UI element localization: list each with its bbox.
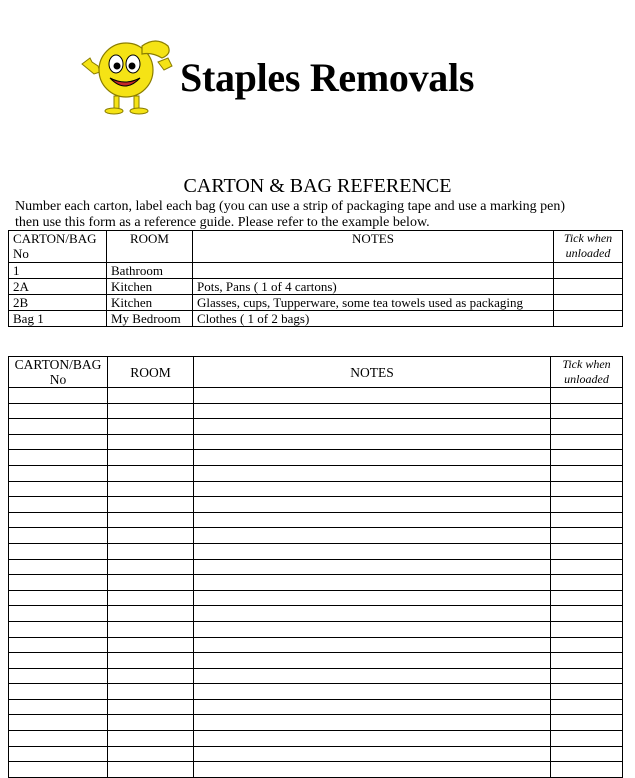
table-row [9, 590, 623, 606]
cell-tick[interactable] [551, 699, 623, 715]
cell-notes[interactable] [194, 559, 551, 575]
table-row [9, 653, 623, 669]
cell-carton[interactable] [9, 388, 108, 404]
cell-room[interactable] [108, 762, 194, 778]
cell-tick[interactable] [551, 637, 623, 653]
cell-notes[interactable] [194, 731, 551, 747]
cell-carton[interactable] [9, 731, 108, 747]
cell-carton[interactable] [9, 434, 108, 450]
table-row [9, 419, 623, 435]
cell-carton: 1 [9, 263, 107, 279]
cell-room: My Bedroom [107, 311, 193, 327]
table-row [9, 295, 623, 311]
cell-carton[interactable] [9, 637, 108, 653]
example-header-row [9, 231, 623, 263]
cell-carton[interactable] [9, 762, 108, 778]
cell-notes[interactable] [194, 606, 551, 622]
cell-room[interactable] [108, 684, 194, 700]
header-tick-line1: Tick when [562, 357, 611, 371]
table-row [9, 497, 623, 513]
cell-notes[interactable] [194, 762, 551, 778]
cell-tick[interactable] [551, 512, 623, 528]
header-tick-line2: unloaded [564, 372, 609, 386]
cell-room[interactable] [108, 653, 194, 669]
cell-room[interactable] [108, 465, 194, 481]
cell-room[interactable] [108, 637, 194, 653]
table-row [9, 668, 623, 684]
cell-notes[interactable] [194, 637, 551, 653]
header-carton-line1: CARTON/BAG [13, 231, 97, 246]
table-row [9, 621, 623, 637]
cell-notes[interactable] [194, 715, 551, 731]
cell-tick[interactable] [551, 465, 623, 481]
table-row [9, 279, 623, 295]
header-carton-line2: No [13, 246, 29, 261]
header-carton [9, 357, 108, 388]
cell-room[interactable] [108, 575, 194, 591]
cell-carton[interactable] [9, 575, 108, 591]
page-title: CARTON & BAG REFERENCE [183, 175, 452, 197]
cell-tick[interactable] [551, 450, 623, 466]
cell-tick[interactable] [554, 263, 623, 279]
cell-carton[interactable] [9, 481, 108, 497]
table-row [9, 715, 623, 731]
cell-tick[interactable] [554, 295, 623, 311]
cell-room[interactable] [108, 403, 194, 419]
cell-room[interactable] [108, 606, 194, 622]
table-row [9, 434, 623, 450]
instructions-line-2: then use this form as a reference guide. Please refer to the example below. [15, 214, 430, 230]
table-row [9, 606, 623, 622]
table-row [9, 731, 623, 747]
header-carton-line1: CARTON/BAG [14, 357, 102, 372]
cell-notes[interactable] [194, 465, 551, 481]
cell-room[interactable] [108, 543, 194, 559]
cell-notes[interactable] [194, 512, 551, 528]
cell-notes[interactable] [194, 497, 551, 513]
cell-tick[interactable] [551, 684, 623, 700]
cell-carton[interactable] [9, 512, 108, 528]
cell-carton[interactable] [9, 450, 108, 466]
smiley-mascot-logo [76, 36, 180, 116]
cell-notes[interactable] [194, 419, 551, 435]
cell-room[interactable] [108, 668, 194, 684]
table-row [9, 699, 623, 715]
cell-carton[interactable] [9, 497, 108, 513]
cell-room[interactable] [108, 481, 194, 497]
cell-notes: Clothes ( 1 of 2 bags) [193, 311, 554, 327]
cell-notes: Glasses, cups, Tupperware, some tea towels used as packaging [193, 295, 554, 311]
header-room: ROOM [107, 231, 193, 263]
cell-room: Bathroom [107, 263, 193, 279]
instructions [15, 199, 625, 230]
cell-carton: 2A [9, 279, 107, 295]
cell-room[interactable] [108, 497, 194, 513]
cell-carton[interactable] [9, 715, 108, 731]
cell-tick[interactable] [551, 497, 623, 513]
cell-carton[interactable] [9, 699, 108, 715]
blank-header-row [9, 357, 623, 388]
cell-notes[interactable] [194, 668, 551, 684]
cell-carton[interactable] [9, 559, 108, 575]
table-row [9, 559, 623, 575]
cell-tick[interactable] [551, 590, 623, 606]
cell-tick[interactable] [551, 528, 623, 544]
cell-tick[interactable] [551, 731, 623, 747]
table-row [9, 263, 623, 279]
cell-tick[interactable] [551, 419, 623, 435]
cell-carton[interactable] [9, 684, 108, 700]
cell-notes[interactable] [194, 388, 551, 404]
cell-carton[interactable] [9, 543, 108, 559]
brand-name: Staples Removals [180, 55, 475, 100]
cell-carton[interactable] [9, 419, 108, 435]
table-row [9, 311, 623, 327]
blank-reference-table [8, 356, 623, 778]
header-tick [551, 357, 623, 388]
cell-notes[interactable] [194, 575, 551, 591]
cell-room: Kitchen [107, 295, 193, 311]
header-carton-line2: No [49, 372, 67, 387]
cell-notes[interactable] [194, 434, 551, 450]
cell-tick[interactable] [554, 311, 623, 327]
cell-notes[interactable] [194, 528, 551, 544]
table-row [9, 388, 623, 404]
cell-notes[interactable] [194, 403, 551, 419]
cell-tick[interactable] [551, 543, 623, 559]
table-row [9, 637, 623, 653]
cell-room[interactable] [108, 450, 194, 466]
cell-notes[interactable] [194, 621, 551, 637]
cell-notes[interactable] [194, 590, 551, 606]
header-tick-line2: unloaded [565, 246, 611, 260]
cell-tick[interactable] [551, 653, 623, 669]
header-carton [9, 231, 107, 263]
cell-notes[interactable] [194, 450, 551, 466]
cell-notes[interactable] [194, 699, 551, 715]
cell-room[interactable] [108, 528, 194, 544]
table-row [9, 684, 623, 700]
cell-room[interactable] [108, 731, 194, 747]
table-row [9, 403, 623, 419]
cell-notes[interactable] [194, 481, 551, 497]
cell-tick[interactable] [551, 606, 623, 622]
cell-tick[interactable] [551, 715, 623, 731]
cell-room[interactable] [108, 512, 194, 528]
cell-tick[interactable] [551, 762, 623, 778]
table-row [9, 543, 623, 559]
cell-notes[interactable] [194, 653, 551, 669]
table-row [9, 465, 623, 481]
cell-carton[interactable] [9, 465, 108, 481]
cell-tick[interactable] [551, 575, 623, 591]
cell-tick[interactable] [551, 481, 623, 497]
cell-carton[interactable] [9, 621, 108, 637]
cell-tick[interactable] [551, 559, 623, 575]
cell-room[interactable] [108, 559, 194, 575]
cell-carton[interactable] [9, 590, 108, 606]
cell-tick[interactable] [551, 403, 623, 419]
table-row [9, 512, 623, 528]
cell-carton[interactable] [9, 668, 108, 684]
header-tick-line1: Tick when [563, 231, 613, 245]
example-table [8, 230, 623, 327]
cell-notes[interactable] [194, 543, 551, 559]
cell-notes[interactable] [194, 684, 551, 700]
blank-table-body [9, 388, 623, 778]
cell-tick[interactable] [551, 388, 623, 404]
table-row [9, 450, 623, 466]
cell-room: Kitchen [107, 279, 193, 295]
cell-room[interactable] [108, 590, 194, 606]
cell-room[interactable] [108, 621, 194, 637]
cell-carton: Bag 1 [9, 311, 107, 327]
cell-tick[interactable] [551, 434, 623, 450]
cell-room[interactable] [108, 388, 194, 404]
header-room: ROOM [108, 357, 194, 388]
cell-room[interactable] [108, 419, 194, 435]
cell-carton[interactable] [9, 528, 108, 544]
header-notes: NOTES [193, 231, 554, 263]
table-row [9, 528, 623, 544]
cell-tick[interactable] [551, 668, 623, 684]
table-row [9, 481, 623, 497]
cell-room[interactable] [108, 699, 194, 715]
header-notes: NOTES [194, 357, 551, 388]
header-tick [554, 231, 623, 263]
cell-carton: 2B [9, 295, 107, 311]
cell-tick[interactable] [551, 621, 623, 637]
cell-notes [193, 263, 554, 279]
cell-room[interactable] [108, 434, 194, 450]
cell-room[interactable] [108, 715, 194, 731]
cell-carton[interactable] [9, 403, 108, 419]
table-row [9, 575, 623, 591]
cell-tick[interactable] [554, 279, 623, 295]
cell-carton[interactable] [9, 606, 108, 622]
cell-notes: Pots, Pans ( 1 of 4 cartons) [193, 279, 554, 295]
table-row [9, 762, 623, 778]
instructions-line-1: Number each carton, label each bag (you can use a strip of packaging tape and use a marking pen) [15, 199, 566, 214]
cell-carton[interactable] [9, 653, 108, 669]
